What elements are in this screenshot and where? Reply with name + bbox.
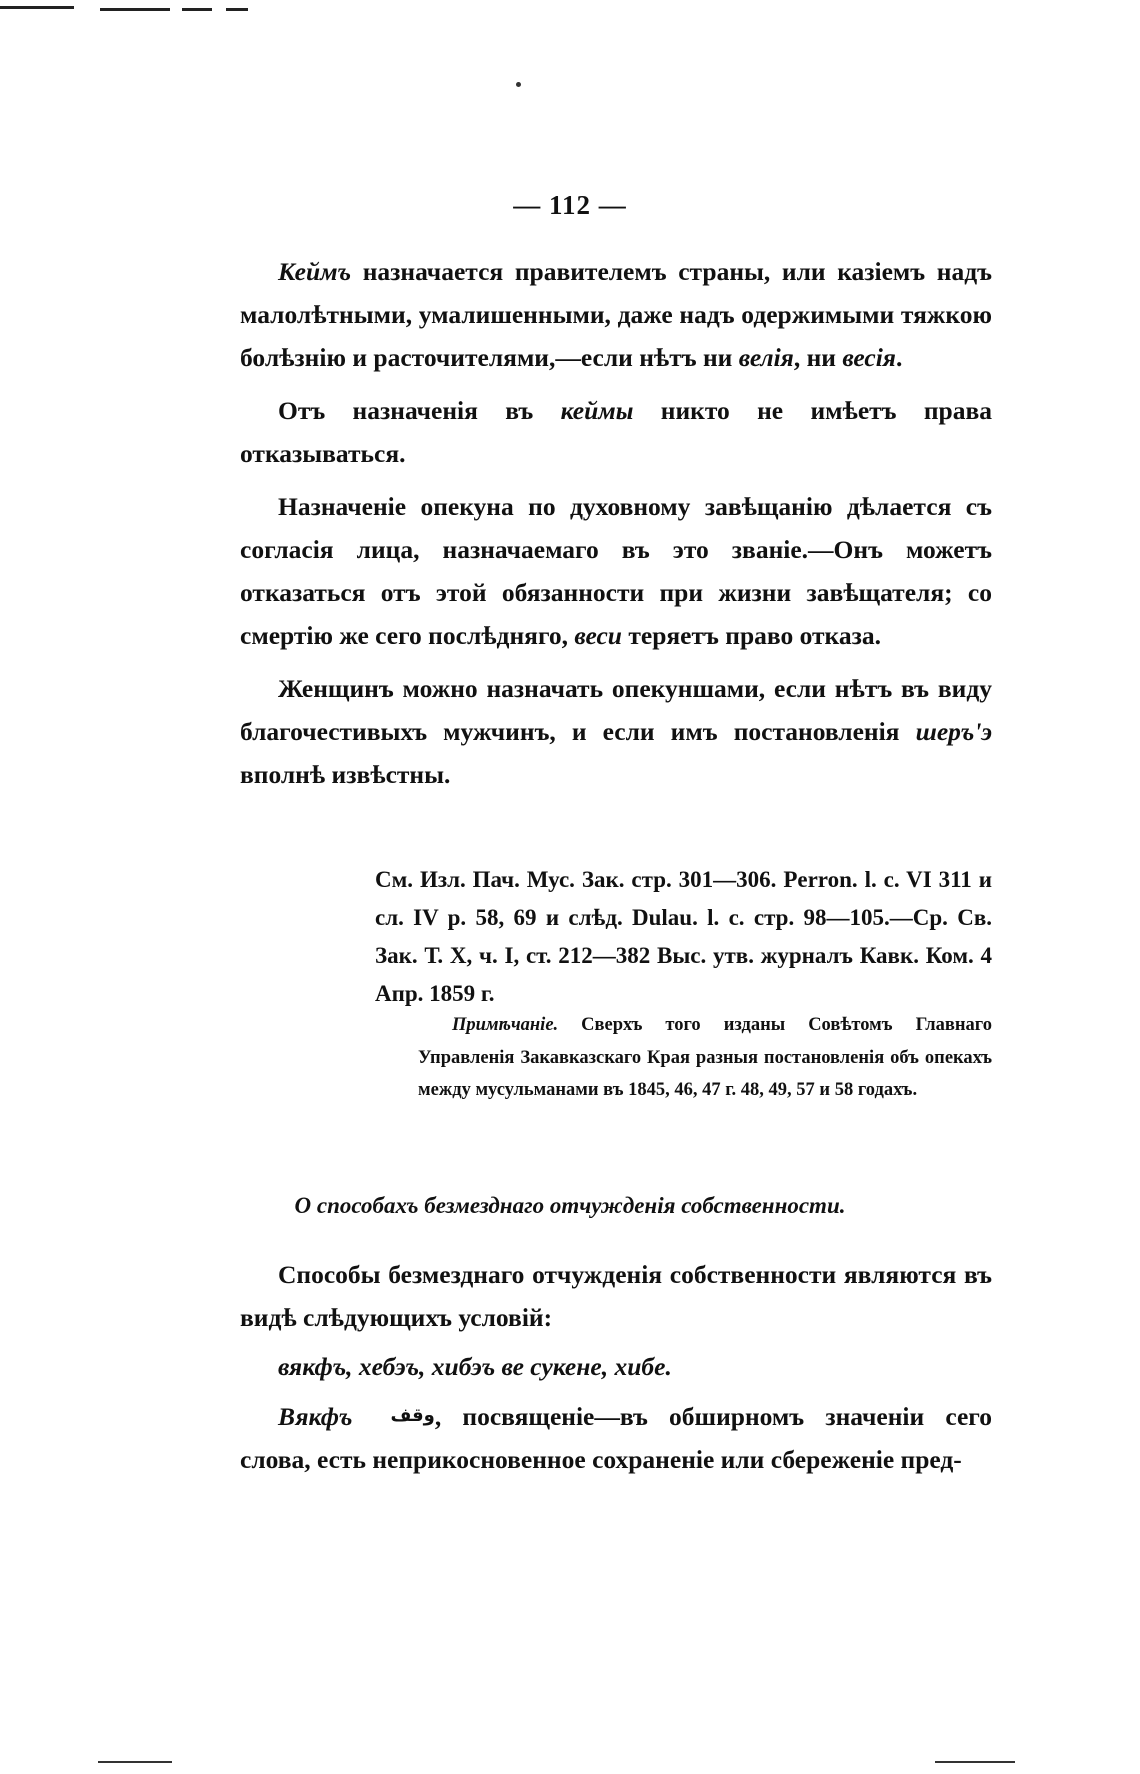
text-run: , посвященіе—въ обширномъ значеніи сего слова, есть неприкосновенное сохраненіе или сбереженіе пред- — [240, 1402, 992, 1474]
italic-term: весія — [842, 343, 896, 372]
note-label: Примѣчаніе. — [452, 1015, 559, 1035]
italic-term: кеймы — [560, 396, 634, 425]
text-run: теряетъ право отказа. — [621, 621, 881, 650]
scan-artifact-line — [98, 1761, 172, 1763]
page-number: — 112 — — [513, 190, 627, 220]
text-run: , ни — [793, 343, 843, 372]
paragraph — [240, 389, 992, 475]
section-body-text — [240, 1253, 992, 1481]
footnote — [418, 1009, 992, 1107]
italic-term: велія — [738, 343, 794, 372]
scan-artifact-line — [935, 1761, 1015, 1763]
text-run: Отъ назначенія въ — [278, 396, 561, 425]
text-run: Назначеніе опекуна по духовному завѣщанію дѣлается съ согласія лица, назначаемаго въ это званіе.—Онъ можетъ отказаться отъ этой обязанности при жизни завѣщателя; со смертію же сего послѣдняго, — [240, 492, 992, 650]
scan-artifact-line — [100, 8, 170, 11]
italic-term: вякфъ, хебэъ, хибэъ ве сукене, хибе. — [278, 1352, 672, 1381]
scan-dot — [516, 82, 521, 87]
body-text — [240, 250, 992, 796]
paragraph — [240, 1345, 992, 1388]
scan-artifact-line — [0, 6, 74, 9]
paragraph — [240, 667, 992, 796]
italic-term: Вякфъ — [278, 1402, 353, 1431]
italic-term: веси — [574, 621, 622, 650]
text-run: Женщинъ можно назначать опекуншами, если нѣтъ въ виду благочестивыхъ мужчинъ, и если имъ постановленія — [240, 674, 992, 746]
text-run: Способы безмезднаго отчужденія собственности являются въ видѣ слѣдующихъ условій: — [240, 1260, 992, 1332]
italic-term: Кеймъ — [278, 257, 352, 286]
note-text: Сверхъ того изданы Совѣтомъ Главнаго Управленія Закавказскаго Края разныя постановленія объ опекахъ между мусульманами въ 1845, 46, 47 г. 48, 49, 57 и 58 годахъ. — [418, 1015, 992, 1100]
text-run: назначается правителемъ страны, или казіемъ надъ малолѣтными, умалишенными, даже надъ одержимыми тяжкою болѣзнію и расточителями,—если нѣтъ ни — [240, 257, 992, 372]
arabic-term: وقف — [390, 1405, 435, 1426]
paragraph — [240, 485, 992, 657]
scan-artifact-line — [182, 8, 212, 11]
references: См. Изл. Пач. Мус. Зак. стр. 301—306. Perron. l. c. VI 311 и сл. IV p. 58, 69 и слѣд. Dulau. l. c. стр. 98—105.—Ср. Св. Зак. Т. X, ч. I, ст. 212—382 Выс. утв. журналъ Кавк. Ком. 4 Апр. 1859 г. — [375, 867, 992, 1006]
section-heading: О способахъ безмезднаго отчужденія собственности. — [294, 1193, 846, 1218]
text-run: . — [895, 343, 903, 372]
scan-artifact-line — [226, 8, 248, 11]
paragraph — [240, 1253, 992, 1339]
paragraph — [240, 250, 992, 379]
text-run: никто не имѣетъ права отказываться. — [240, 396, 992, 468]
italic-term: шеръ'э — [915, 717, 992, 746]
paragraph — [240, 1394, 992, 1481]
text-run: вполнѣ извѣстны. — [240, 760, 451, 789]
